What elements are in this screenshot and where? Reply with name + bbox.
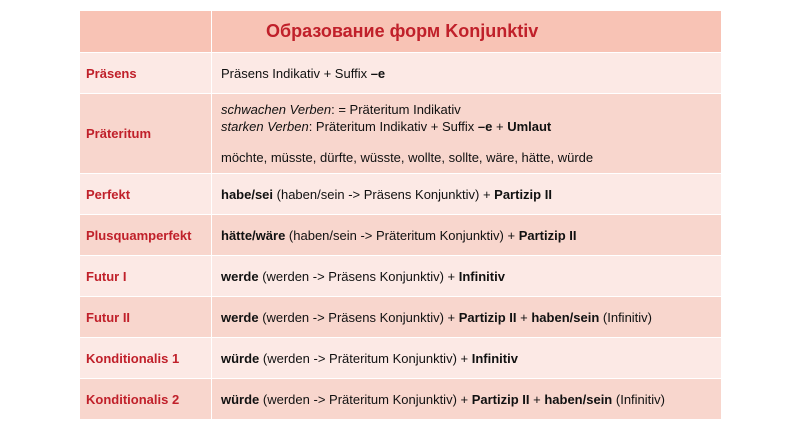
row-content-plusquamperfekt [212, 215, 722, 256]
futur2-rule: (werden -> Präsens Konjunktiv) + [258, 309, 459, 325]
row-futur2 [80, 297, 722, 338]
row-perfekt [80, 174, 722, 215]
row-content-konditionalis2 [212, 379, 722, 420]
row-label-praeteritum: Präteritum [80, 94, 212, 174]
praeteritum-spacer [221, 135, 721, 149]
strong-verbs-umlaut: Umlaut [507, 119, 552, 134]
futur1-infinitive: Infinitiv [458, 268, 505, 284]
table-title: Образование форм Konjunktiv [266, 21, 539, 41]
strong-verbs-rule: : Präteritum Indikativ + Suffix [308, 119, 478, 134]
row-label-konditionalis1: Konditionalis 1 [80, 338, 212, 379]
futur2-infinitiv-note: (Infinitiv) [599, 309, 653, 325]
row-label-futur1: Futur I [80, 256, 212, 297]
perfekt-participle: Partizip II [494, 186, 552, 202]
row-label-plusquamperfekt: Plusquamperfekt [80, 215, 212, 256]
row-praesens [80, 53, 722, 94]
konditionalis1-aux: würde [221, 350, 260, 366]
konditionalis2-plus: + [529, 391, 545, 407]
konjunktiv-table [79, 10, 722, 420]
futur1-rule: (werden -> Präsens Konjunktiv) + [258, 268, 459, 284]
strong-verbs-suffix: –e [477, 119, 493, 134]
row-content-perfekt [212, 174, 722, 215]
row-content-praesens [212, 53, 722, 94]
row-futur1 [80, 256, 722, 297]
weak-verbs-rule: : = Präteritum Indikativ [331, 102, 461, 117]
row-label-futur2: Futur II [80, 297, 212, 338]
row-plusquamperfekt [80, 215, 722, 256]
futur2-haben-sein: haben/sein [531, 309, 600, 325]
row-label-konditionalis2: Konditionalis 2 [80, 379, 212, 420]
perfekt-aux: habe/sei [221, 186, 274, 202]
konditionalis1-infinitive: Infinitiv [471, 350, 518, 366]
konditionalis2-infinitiv-note: (Infinitiv) [612, 391, 665, 407]
row-content-konditionalis1 [212, 338, 722, 379]
plusquamperfekt-aux: hätte/wäre [221, 227, 286, 243]
row-konditionalis2 [80, 379, 722, 420]
weak-verbs-term: schwachen Verben [221, 102, 332, 117]
futur2-aux: werde [221, 309, 259, 325]
konditionalis2-haben-sein: haben/sein [544, 391, 613, 407]
row-content-praeteritum [212, 94, 722, 174]
header-empty-cell [80, 11, 212, 53]
konditionalis2-aux: würde [221, 391, 260, 407]
row-content-futur1 [212, 256, 722, 297]
row-label-praesens: Präsens [80, 53, 212, 94]
perfekt-rule: (haben/sein -> Präsens Konjunktiv) + [273, 186, 495, 202]
konditionalis2-rule: (werden -> Präteritum Konjunktiv) + [259, 391, 472, 407]
praeteritum-line-weak [221, 101, 721, 118]
strong-verbs-term: starken Verben [221, 119, 309, 134]
praeteritum-examples: möchte, müsste, dürfte, wüsste, wollte, sollte, wäre, hätte, würde [221, 150, 594, 165]
futur2-plus: + [516, 309, 532, 325]
praesens-text: Präsens Indikativ + Suffix [221, 65, 371, 81]
strong-verbs-plus: + [492, 119, 508, 134]
praeteritum-line-strong [221, 118, 721, 135]
row-praeteritum [80, 94, 722, 174]
konditionalis2-participle: Partizip II [471, 391, 530, 407]
row-label-perfekt: Perfekt [80, 174, 212, 215]
plusquamperfekt-participle: Partizip II [518, 227, 577, 243]
konditionalis1-rule: (werden -> Präteritum Konjunktiv) + [259, 350, 472, 366]
table-header-row [80, 11, 722, 53]
row-content-futur2 [212, 297, 722, 338]
praesens-suffix: –e [370, 65, 386, 81]
futur1-aux: werde [221, 268, 259, 284]
plusquamperfekt-rule: (haben/sein -> Präteritum Konjunktiv) + [285, 227, 519, 243]
row-konditionalis1 [80, 338, 722, 379]
futur2-participle: Partizip II [458, 309, 517, 325]
header-title-cell [212, 11, 722, 53]
